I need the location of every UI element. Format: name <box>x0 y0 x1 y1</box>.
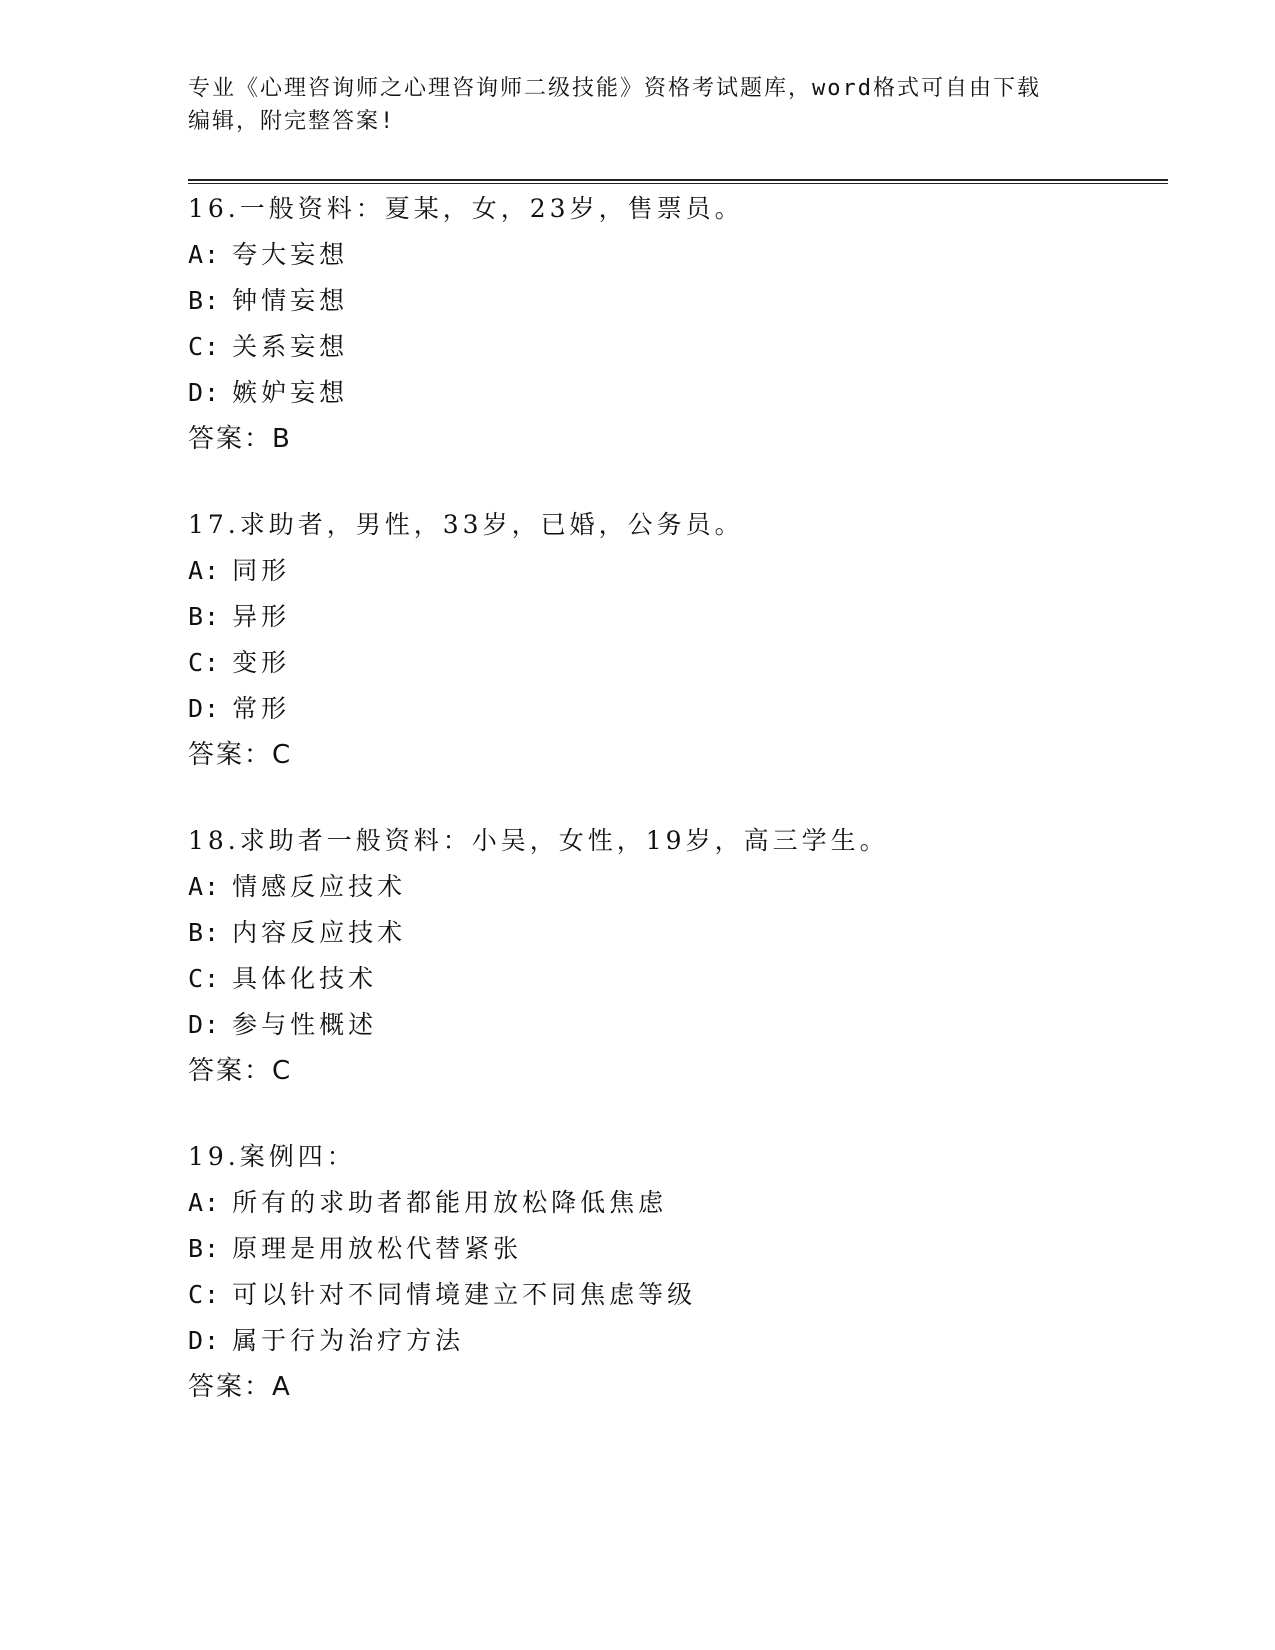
option-c: C: 变形 <box>188 648 291 677</box>
question-stem: 19.案例四： <box>188 1142 356 1171</box>
option-b: B: 原理是用放松代替紧张 <box>188 1234 523 1263</box>
option-d: D: 常形 <box>188 694 291 723</box>
option-b: B: 内容反应技术 <box>188 918 407 947</box>
option-a: A: 情感反应技术 <box>188 872 407 901</box>
answer: 答案：C <box>188 1056 293 1086</box>
option-b: B: 异形 <box>188 602 291 631</box>
option-a: A: 同形 <box>188 556 291 585</box>
option-c: C: 关系妄想 <box>188 332 349 361</box>
header-line-2: 编辑，附完整答案! <box>188 109 396 134</box>
document-header <box>188 72 1088 138</box>
option-c: C: 具体化技术 <box>188 964 378 993</box>
option-b: B: 钟情妄想 <box>188 286 349 315</box>
option-d: D: 嫉妒妄想 <box>188 378 349 407</box>
question-17 <box>188 502 1168 778</box>
option-a: A: 所有的求助者都能用放松降低焦虑 <box>188 1188 668 1217</box>
header-divider <box>188 179 1168 181</box>
question-16 <box>188 186 1168 462</box>
option-d: D: 属于行为治疗方法 <box>188 1326 465 1355</box>
option-a: A: 夸大妄想 <box>188 240 349 269</box>
question-stem: 18.求助者一般资料：小吴，女性，19岁，高三学生。 <box>188 826 889 855</box>
header-divider-thin <box>188 183 1168 184</box>
header-line-1: 专业《心理咨询师之心理咨询师二级技能》资格考试题库，word格式可自由下载 <box>188 76 1041 101</box>
question-19 <box>188 1134 1168 1410</box>
question-18 <box>188 818 1168 1094</box>
option-d: D: 参与性概述 <box>188 1010 378 1039</box>
answer: 答案：C <box>188 740 293 770</box>
question-stem: 17.求助者，男性，33岁，已婚，公务员。 <box>188 510 744 539</box>
answer: 答案：B <box>188 424 292 454</box>
option-c: C: 可以针对不同情境建立不同焦虑等级 <box>188 1280 697 1309</box>
question-stem: 16.一般资料：夏某，女，23岁，售票员。 <box>188 194 744 223</box>
answer: 答案：A <box>188 1372 292 1402</box>
